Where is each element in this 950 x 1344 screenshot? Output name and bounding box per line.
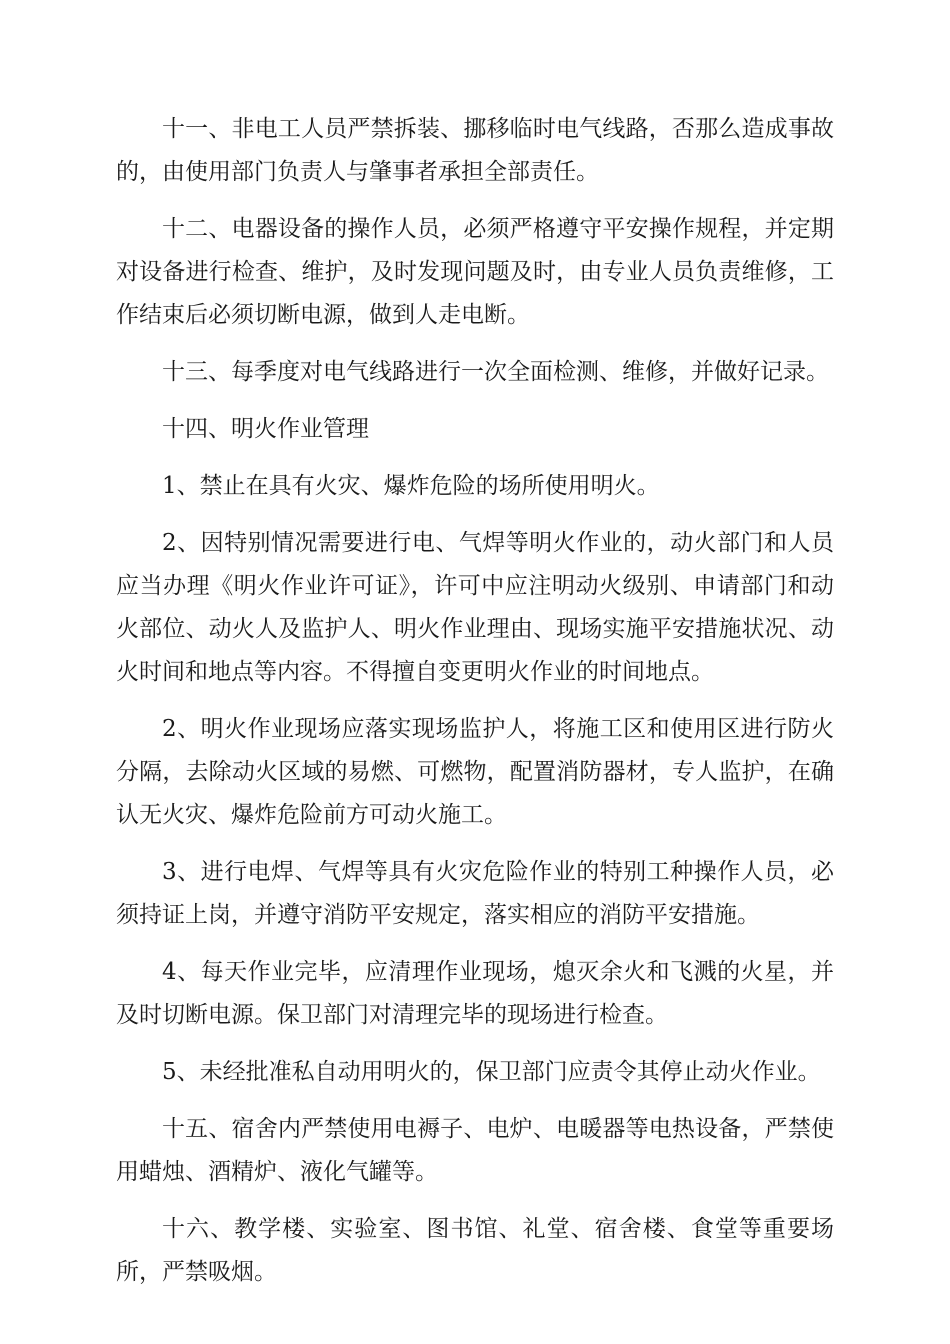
paragraph-16: 十六、教学楼、实验室、图书馆、礼堂、宿舍楼、食堂等重要场所，严禁吸烟。 <box>116 1216 834 1285</box>
paragraph-11: 十一、非电工人员严禁拆装、挪移临时电气线路，否那么造成事故的，由使用部门负责人与肇事者承担全部责任。 <box>116 116 834 185</box>
paragraph-14-item-3: 3、进行电焊、气焊等具有火灾危险作业的特别工种操作人员，必须持证上岗，并遵守消防平安规定，落实相应的消防平安措施。 <box>116 859 834 928</box>
paragraph-14-item-1: 1、禁止在具有火灾、爆炸危险的场所使用明火。 <box>162 473 660 499</box>
paragraph-14-item-2b: 2、明火作业现场应落实现场监护人，将施工区和使用区进行防火分隔，去除动火区域的易燃、可燃物，配置消防器材，专人监护，在确认无火灾、爆炸危险前方可动火施工。 <box>116 716 834 828</box>
paragraph-14-item-4: 4、每天作业完毕，应清理作业现场，熄灭余火和飞溅的火星，并及时切断电源。保卫部门对清理完毕的现场进行检查。 <box>116 959 834 1028</box>
document-body <box>116 108 834 1308</box>
paragraph-15: 十五、宿舍内严禁使用电褥子、电炉、电暖器等电热设备，严禁使用蜡烛、酒精炉、液化气罐等。 <box>116 1116 834 1185</box>
paragraph-14-item-2a: 2、因特别情况需要进行电、气焊等明火作业的，动火部门和人员应当办理《明火作业许可证》，许可中应注明动火级别、申请部门和动火部位、动火人及监护人、明火作业理由、现场实施平安措施状况、动火时间和地点等内容。不得擅自变更明火作业的时间地点。 <box>116 530 834 685</box>
paragraph-12: 十二、电器设备的操作人员，必须严格遵守平安操作规程，并定期对设备进行检查、维护，及时发现问题及时，由专业人员负责维修，工作结束后必须切断电源，做到人走电断。 <box>116 216 834 328</box>
paragraph-13: 十三、每季度对电气线路进行一次全面检测、维修，并做好记录。 <box>162 359 829 385</box>
paragraph-14-heading: 十四、明火作业管理 <box>162 416 369 442</box>
paragraph-14-item-5: 5、未经批准私自动用明火的，保卫部门应责令其停止动火作业。 <box>162 1059 821 1085</box>
